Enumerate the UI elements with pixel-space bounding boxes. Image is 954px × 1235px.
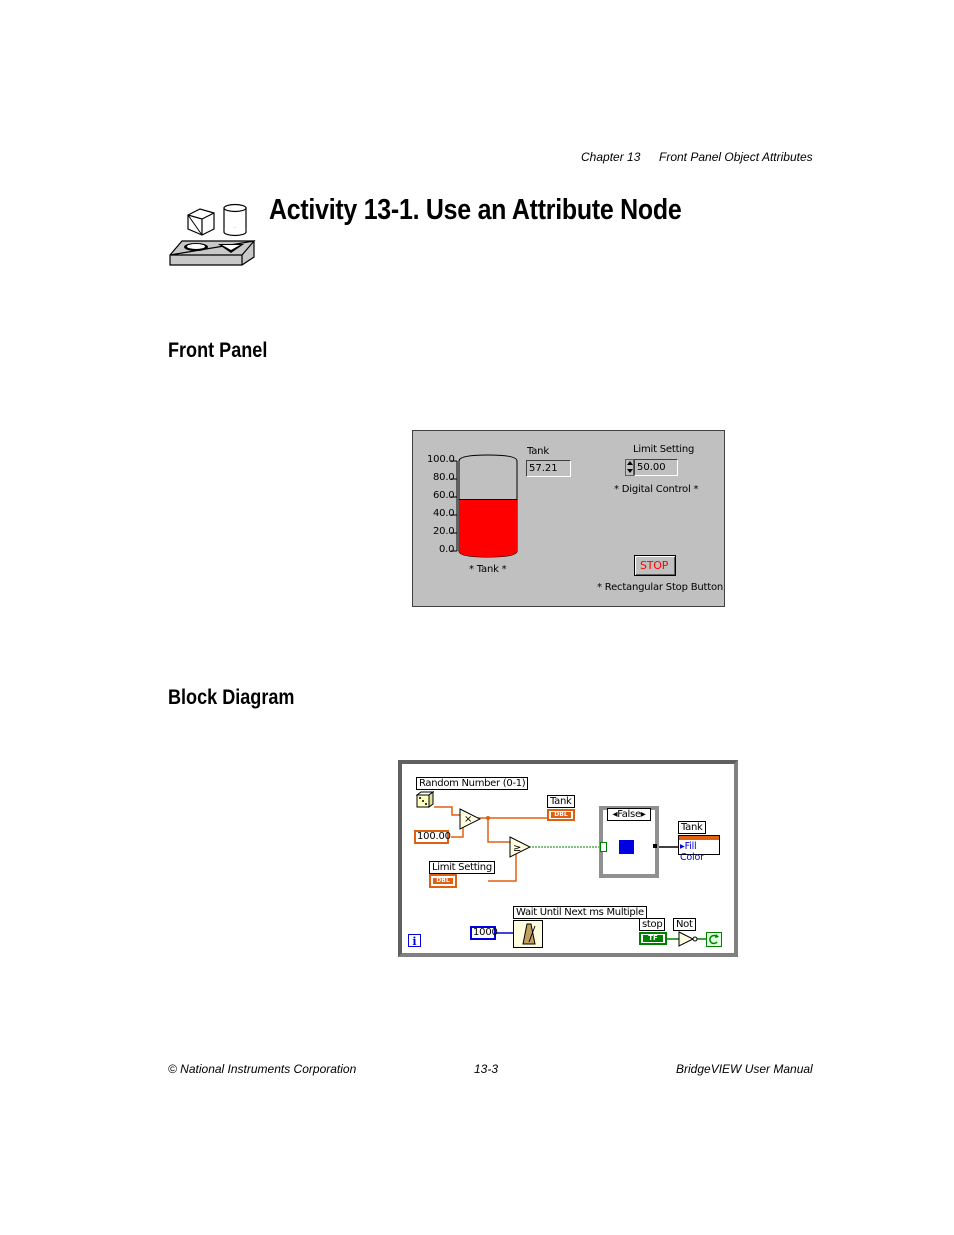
tank-label: Tank: [527, 446, 549, 457]
footer-page-number: 13-3: [474, 1062, 499, 1076]
multiply-icon[interactable]: [459, 808, 481, 830]
tank-attribute-label: Tank: [678, 821, 706, 834]
tank-indicator: [451, 449, 521, 561]
dice-icon[interactable]: [416, 791, 434, 809]
case-selector-terminal: [600, 842, 607, 852]
metronome-icon[interactable]: [513, 920, 543, 948]
limit-increment-decrement-arrows[interactable]: [625, 459, 634, 476]
limit-setting-dbl-terminal[interactable]: DBL: [429, 874, 457, 888]
iteration-icon: i: [408, 934, 421, 947]
stop-caption: * Rectangular Stop Button: [597, 582, 724, 593]
scale-tick-label: 20.0: [433, 526, 455, 537]
limit-setting-terminal-label: Limit Setting: [429, 861, 495, 874]
footer-manual-title: BridgeVIEW User Manual: [676, 1062, 813, 1076]
section-block-diagram: Block Diagram: [168, 686, 295, 709]
case-output-tunnel: [653, 844, 657, 848]
wait-label: Wait Until Next ms Multiple: [513, 906, 647, 919]
tank-caption: * Tank *: [469, 564, 507, 575]
case-structure[interactable]: [599, 806, 659, 878]
arrow-down-icon[interactable]: [627, 469, 633, 473]
not-gate-icon[interactable]: [678, 931, 698, 947]
scale-tick-label: 80.0: [433, 472, 455, 483]
section-front-panel: Front Panel: [168, 339, 268, 362]
tank-dbl-terminal[interactable]: DBL: [547, 809, 575, 821]
tank-value-display: 57.21: [526, 460, 571, 477]
scale-tick-label: 100.0: [427, 454, 455, 465]
limit-setting-input[interactable]: 50.00: [634, 459, 678, 476]
arrow-up-icon[interactable]: [627, 461, 633, 465]
page-title: Activity 13-1. Use an Attribute Node: [269, 194, 682, 226]
random-number-label: Random Number (0-1): [416, 777, 528, 790]
color-constant[interactable]: [619, 840, 634, 854]
case-next-icon[interactable]: ▸: [640, 809, 646, 820]
tank-terminal-label: Tank: [547, 795, 575, 808]
limit-caption: * Digital Control *: [614, 484, 699, 495]
chapter-section: Front Panel Object Attributes: [659, 150, 813, 164]
scale-tick-label: 0.0: [439, 544, 455, 555]
front-panel-figure: [412, 430, 725, 607]
limit-setting-label: Limit Setting: [633, 444, 695, 455]
footer-copyright: © National Instruments Corporation: [168, 1062, 357, 1076]
block-diagram-figure: [398, 760, 738, 957]
svg-text:≥: ≥: [513, 843, 522, 854]
case-prev-icon[interactable]: ◂: [612, 809, 618, 820]
not-label: Not: [673, 918, 696, 931]
svg-text:×: ×: [464, 814, 473, 825]
constant-100[interactable]: 100.00: [414, 830, 449, 844]
stop-button[interactable]: [634, 555, 676, 576]
stop-button-label: STOP: [640, 559, 669, 572]
tank-fill-level: [459, 500, 517, 557]
fill-color-attribute: ▸Fill Color: [680, 841, 704, 863]
case-selector[interactable]: ◂False▸: [607, 808, 651, 821]
stop-terminal-label: stop: [639, 918, 665, 931]
scale-tick-label: 40.0: [433, 508, 455, 519]
stop-tf-terminal[interactable]: TF: [639, 932, 667, 945]
attribute-node[interactable]: [678, 835, 720, 863]
greater-equal-icon[interactable]: [509, 836, 531, 858]
activity-icon: [168, 203, 256, 267]
chapter-label: Chapter 13: [581, 150, 641, 164]
loop-condition-icon[interactable]: [706, 932, 722, 947]
constant-1000[interactable]: 1000: [470, 926, 496, 940]
scale-tick-label: 60.0: [433, 490, 455, 501]
